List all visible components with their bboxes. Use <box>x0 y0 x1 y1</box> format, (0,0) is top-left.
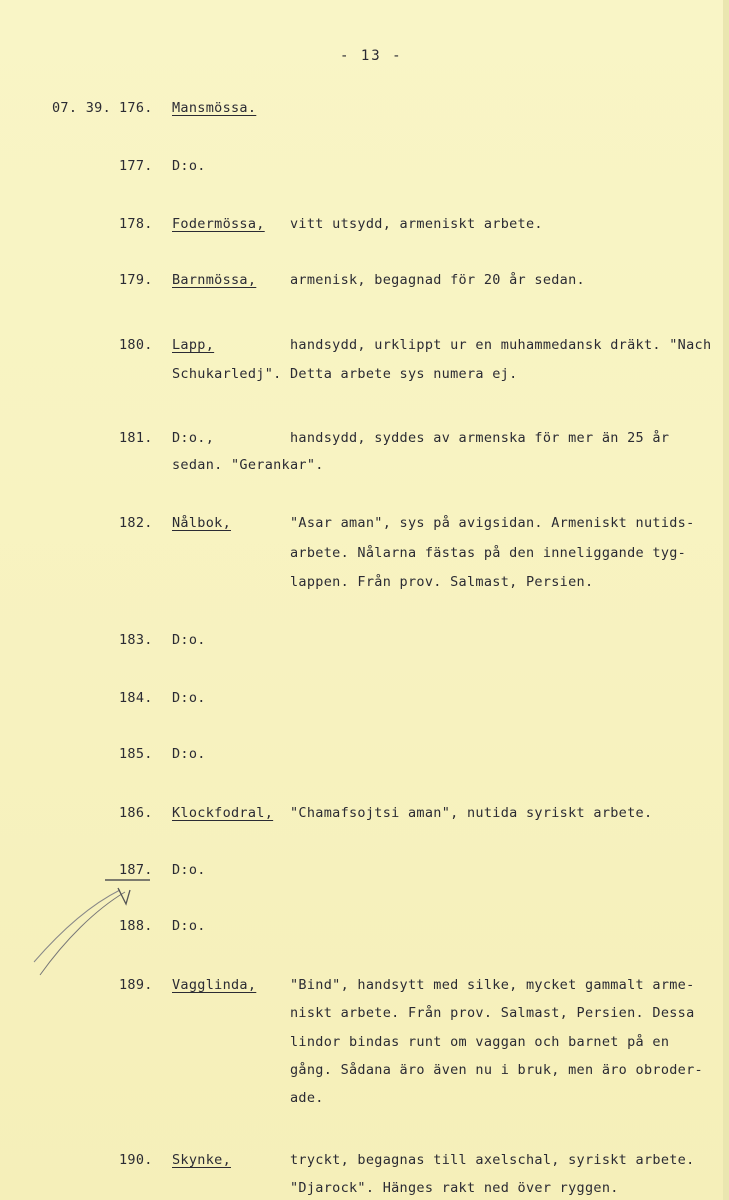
entry-item-name: D:o. <box>172 918 206 934</box>
entry-item-name: Klockfodral, <box>172 805 274 821</box>
entry-number: 179. <box>119 272 153 288</box>
page-edge-shadow <box>723 0 729 1200</box>
entry-description-line: Schukarledj". Detta arbete sys numera ej. <box>172 366 518 382</box>
entry-item-name: Vagglinda, <box>172 977 257 993</box>
entry-item-name: D:o. <box>172 632 206 648</box>
entry-number: 176. <box>119 100 153 116</box>
entry-description-line: tryckt, begagnas till axelschal, syriskt arbete. <box>290 1152 695 1168</box>
entry-number: 184. <box>119 690 153 706</box>
entry-description-line: gång. Sådana äro även nu i bruk, men äro obroder- <box>290 1062 703 1078</box>
entry-item-name: Barnmössa, <box>172 272 257 288</box>
entry-number: 186. <box>119 805 153 821</box>
entry-description-line: "Djarock". Hänges rakt ned över ryggen. <box>290 1180 619 1196</box>
entry-item-name: Skynke, <box>172 1152 231 1168</box>
entry-item-name: Mansmössa. <box>172 100 257 116</box>
entry-item-name: D:o. <box>172 746 206 762</box>
entry-description-line: vitt utsydd, armeniskt arbete. <box>290 216 543 232</box>
entry-item-name: Lapp, <box>172 337 215 353</box>
entry-item-name: D:o., <box>172 430 215 446</box>
entry-description-line: handsydd, syddes av armenska för mer än 25 år <box>290 430 670 446</box>
entry-number: 183. <box>119 632 153 648</box>
entry-description-line: armenisk, begagnad för 20 år sedan. <box>290 272 585 288</box>
entry-number: 181. <box>119 430 153 446</box>
entry-number: 190. <box>119 1152 153 1168</box>
pencil-arrow-annotation <box>30 870 170 980</box>
entry-item-name: D:o. <box>172 862 206 878</box>
entry-number: 185. <box>119 746 153 762</box>
entry-description-line: lindor bindas runt om vaggan och barnet på en <box>290 1034 670 1050</box>
entry-number: 182. <box>119 515 153 531</box>
entry-number: 180. <box>119 337 153 353</box>
entry-description-line: "Asar aman", sys på avigsidan. Armeniskt nutids- <box>290 515 695 531</box>
entry-description-line: arbete. Nålarna fästas på den inneliggande tyg- <box>290 545 687 561</box>
entry-item-name: Nålbok, <box>172 515 231 531</box>
entry-item-name: D:o. <box>172 158 206 174</box>
entry-description-line: lappen. Från prov. Salmast, Persien. <box>290 574 594 590</box>
entry-description-line: "Chamafsojtsi aman", nutida syriskt arbete. <box>290 805 653 821</box>
entry-description-line: handsydd, urklippt ur en muhammedansk dräkt. "Nach <box>290 337 712 353</box>
catalog-prefix: 07. 39. <box>52 100 111 116</box>
entry-number: 189. <box>119 977 153 993</box>
entry-description-line: niskt arbete. Från prov. Salmast, Persien. Dessa <box>290 1005 695 1021</box>
entry-description-line: ade. <box>290 1090 324 1106</box>
entry-number: 188. <box>119 918 153 934</box>
entry-number: 187. <box>119 862 153 878</box>
entry-number: 178. <box>119 216 153 232</box>
entry-item-name: D:o. <box>172 690 206 706</box>
entry-description-line: "Bind", handsytt med silke, mycket gammalt arme- <box>290 977 695 993</box>
page-number: - 13 - <box>340 48 403 64</box>
entry-description-line: sedan. "Gerankar". <box>172 457 324 473</box>
entry-number: 177. <box>119 158 153 174</box>
entry-item-name: Fodermössa, <box>172 216 265 232</box>
